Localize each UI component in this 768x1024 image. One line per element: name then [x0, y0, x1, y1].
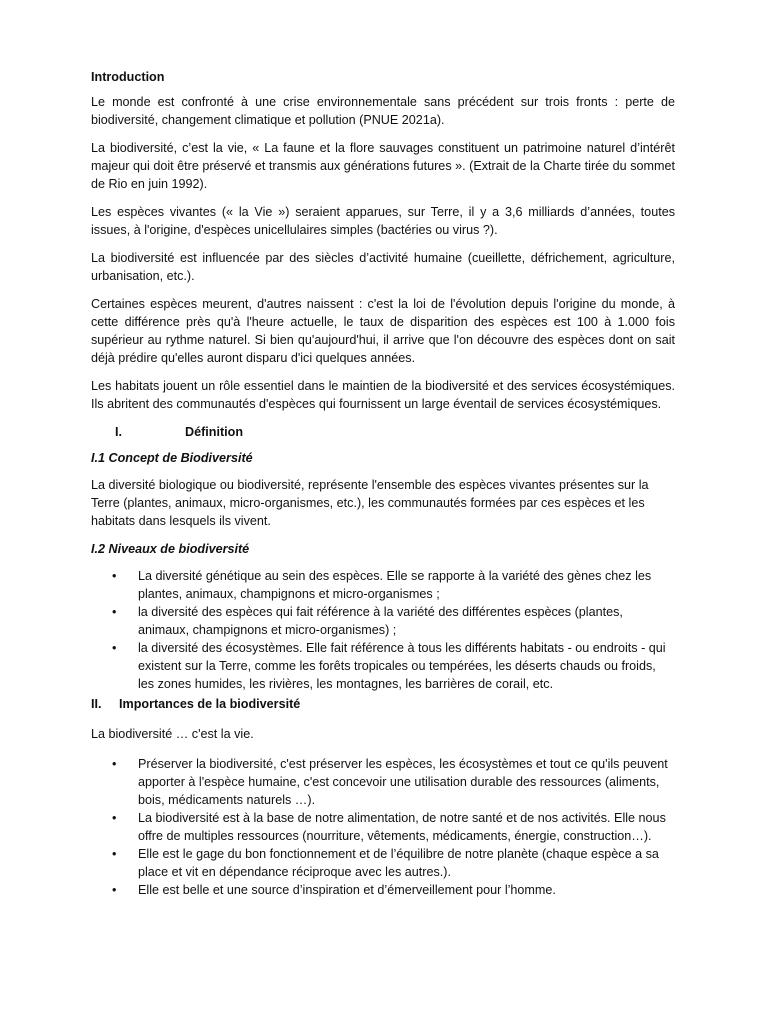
bullet-icon: • — [112, 605, 117, 619]
list-item — [91, 809, 675, 845]
list-item — [91, 567, 675, 603]
section-1-heading — [91, 423, 675, 441]
section-2-intro: La biodiversité … c'est la vie. — [91, 727, 254, 741]
list-item-text: Préserver la biodiversité, c'est préserver les espèces, les écosystèmes et tout ce qu'ils peuvent apporter à l'espèce humaine, c'est concevoir une utilisation durable des ressources (aliments, bois, médicaments naturels …). — [138, 757, 668, 807]
intro-paragraph-3: Les espèces vivantes (« la Vie ») seraient apparues, sur Terre, il y a 3,6 milliards d’années, toutes issues, à l'origine, d'espèces unicellulaires simples (bactéries ou virus ?). — [91, 205, 675, 237]
subsection-1-2-heading: I.2 Niveaux de biodiversité — [91, 542, 250, 556]
intro-paragraph-1: Le monde est confronté à une crise environnementale sans précédent sur trois fronts : perte de biodiversité, changement climatique et pollution (PNUE 2021a). — [91, 95, 675, 127]
biodiversity-levels-list — [91, 567, 675, 693]
list-item-text: la diversité des écosystèmes. Elle fait référence à tous les différents habitats - ou endroits - qui existent sur la Terre, comme les forêts tropicales ou tempérées, les déserts chauds ou froids, les zones humides, les rivières, les montagnes, les barrières de corail, etc. — [138, 641, 666, 691]
section-2-number: II. — [91, 697, 102, 711]
section-1-title: Définition — [185, 425, 244, 439]
intro-paragraph-5: Certaines espèces meurent, d'autres naissent : c'est la loi de l'évolution depuis l'origine du monde, à cette différence près qu'à l'heure actuelle, le taux de disparition des espèces est 100 à 1.000 fois supérieur au rythme naturel. Si bien qu'aujourd'hui, il arrive que l'on découvre des espèces dont on sait déjà prédire qu'elles auront disparu d'ici quelques années. — [91, 297, 675, 365]
list-item-text: Elle est le gage du bon fonctionnement et de l’équilibre de notre planète (chaque espèce a sa place et vit en dépendance réciproque avec les autres.). — [138, 847, 659, 879]
list-item — [91, 845, 675, 881]
subsection-1-1-text: La diversité biologique ou biodiversité, représente l'ensemble des espèces vivantes présentes sur la Terre (plantes, animaux, micro-organismes, etc.), les communautés formées par ces espèces et les habitats dans lesquels ils vivent. — [91, 478, 649, 528]
list-item — [91, 639, 675, 693]
bullet-icon: • — [112, 883, 117, 897]
intro-paragraph-6: Les habitats jouent un rôle essentiel dans le maintien de la biodiversité et des services écosystémiques. Ils abritent des communautés d'espèces qui fournissent un large éventail de services écosystémiques. — [91, 379, 675, 411]
document-body — [91, 68, 675, 901]
list-item — [91, 603, 675, 639]
list-item-text: Elle est belle et une source d’inspiration et d’émerveillement pour l’homme. — [138, 883, 556, 897]
list-item-text: la diversité des espèces qui fait référence à la variété des différentes espèces (plantes, animaux, champignons et micro-organismes) ; — [138, 605, 623, 637]
bullet-icon: • — [112, 847, 117, 861]
subsection-1-1-heading: I.1 Concept de Biodiversité — [91, 451, 253, 465]
intro-paragraph-2: La biodiversité, c’est la vie, « La faune et la flore sauvages constituent un patrimoine naturel d’intérêt majeur qui doit être préservé et transmis aux générations futures ». (Extrait de la Charte tirée du sommet de Rio en juin 1992). — [91, 141, 675, 191]
bullet-icon: • — [112, 811, 117, 825]
list-item-text: La biodiversité est à la base de notre alimentation, de notre santé et de nos activités. Elle nous offre de multiples ressources (nourriture, vêtements, médicaments, énergie, construction…). — [138, 811, 666, 843]
bullet-icon: • — [112, 757, 117, 771]
section-1-number: I. — [115, 425, 122, 439]
intro-paragraph-4: La biodiversité est influencée par des siècles d’activité humaine (cueillette, défrichement, agriculture, urbanisation, etc.). — [91, 251, 675, 283]
list-item-text: La diversité génétique au sein des espèces. Elle se rapporte à la variété des gènes chez les plantes, animaux, champignons et micro-organismes ; — [138, 569, 652, 601]
importance-list — [91, 755, 675, 899]
bullet-icon: • — [112, 641, 117, 655]
section-2-title: Importances de la biodiversité — [119, 697, 301, 711]
section-2-heading — [91, 695, 675, 713]
bullet-icon: • — [112, 569, 117, 583]
list-item — [91, 881, 675, 899]
intro-heading: Introduction — [91, 70, 165, 84]
list-item — [91, 755, 675, 809]
